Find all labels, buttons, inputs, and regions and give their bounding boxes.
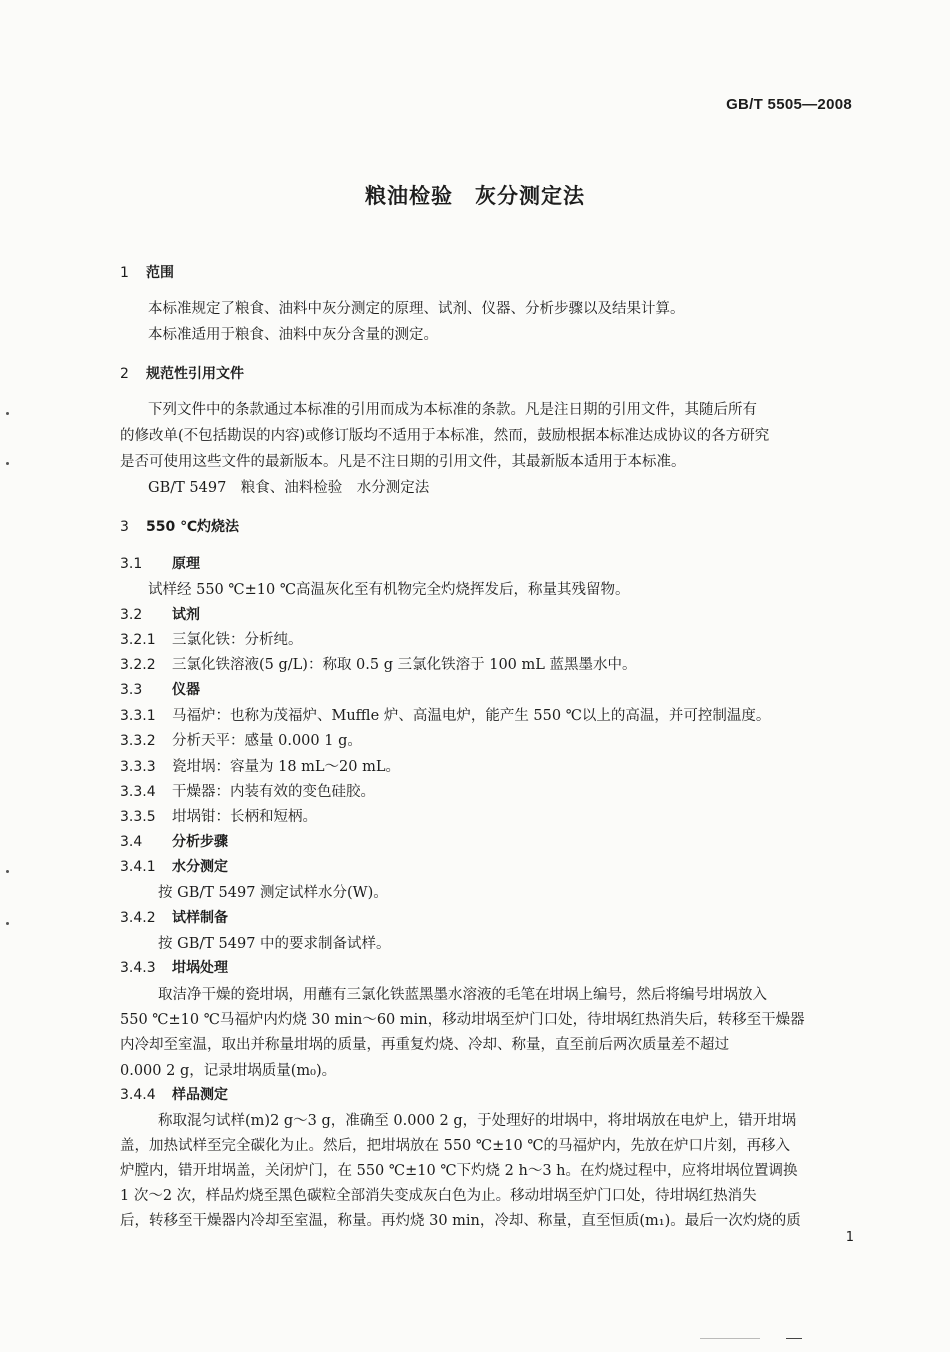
document-title: 粮油检验 灰分测定法: [365, 184, 585, 208]
section-3-4-1-text: 按 GB/T 5497 测定试样水分(W)。: [158, 885, 388, 901]
scan-speck: [6, 462, 9, 465]
section-3-3-1: 3.3.1 马福炉：也称为茂福炉、Muffle 炉、高温电炉，能产生 550 ℃以上的高温，并可控制温度。: [120, 708, 771, 724]
section-3-4-4-line-1: 称取混匀试样(m)2 g～3 g，准确至 0.000 2 g，于处理好的坩埚中，将坩埚放在电炉上，错开坩埚: [158, 1113, 797, 1129]
section-3-heading: 3 550 ℃灼烧法: [120, 519, 240, 535]
section-3-2-heading: 3.2 试剂: [120, 607, 200, 623]
scan-speck: [6, 412, 9, 415]
normative-reference: GB/T 5497 粮食、油料检验 水分测定法: [148, 480, 430, 496]
section-3-4-3-line-2: 550 ℃±10 ℃马福炉内灼烧 30 min～60 min，移动坩埚至炉门口处，待坩埚红热消失后，转移至干燥器: [120, 1012, 805, 1028]
section-3-2-2: 3.2.2 三氯化铁溶液(5 g/L)：称取 0.5 g 三氯化铁溶于 100 mL 蓝黑墨水中。: [120, 657, 637, 673]
section-3-4-4-line-2: 盖，加热试样至完全碳化为止。然后，把坩埚放在 550 ℃±10 ℃的马福炉内，先放在炉口片刻，再移入: [120, 1138, 791, 1154]
section-3-3-heading: 3.3 仪器: [120, 682, 200, 698]
section-3-2-1: 3.2.1 三氯化铁：分析纯。: [120, 632, 303, 648]
section-3-4-4-line-5: 后，转移至干燥器内冷却至室温，称量。再灼烧 30 min，冷却、称量，直至恒质(m₁)。最后一次灼烧的质: [120, 1213, 801, 1229]
section-2-heading: 2 规范性引用文件: [120, 366, 244, 382]
section-3-3-4: 3.3.4 干燥器：内装有效的变色硅胶。: [120, 784, 375, 800]
section-3-3-5: 3.3.5 坩埚钳：长柄和短柄。: [120, 809, 317, 825]
section-3-4-heading: 3.4 分析步骤: [120, 834, 228, 850]
section-3-4-3-heading: 3.4.3 坩埚处理: [120, 960, 228, 976]
section-2-line-1: 下列文件中的条款通过本标准的引用而成为本标准的条款。凡是注日期的引用文件，其随后所有: [148, 402, 757, 418]
section-3-3-2: 3.3.2 分析天平：感量 0.000 1 g。: [120, 733, 362, 749]
section-3-4-1-heading: 3.4.1 水分测定: [120, 859, 228, 875]
scan-speck: [6, 922, 9, 925]
section-3-4-2-heading: 3.4.2 试样制备: [120, 910, 228, 926]
section-3-4-4-heading: 3.4.4 样品测定: [120, 1087, 228, 1103]
standard-code: GB/T 5505—2008: [726, 96, 852, 113]
section-3-4-3-line-3: 内冷却至室温，取出并称量坩埚的质量，再重复灼烧、冷却、称量，直至前后两次质量差不超过: [120, 1037, 729, 1053]
scan-line: [700, 1338, 760, 1339]
section-3-1-text: 试样经 550 ℃±10 ℃高温灰化至有机物完全灼烧挥发后，称量其残留物。: [148, 582, 630, 598]
section-1-paragraph-2: 本标准适用于粮食、油料中灰分含量的测定。: [148, 327, 438, 343]
section-1-heading: 1 范围: [120, 265, 174, 281]
section-3-1-heading: 3.1 原理: [120, 556, 200, 572]
scan-speck: [6, 870, 9, 873]
section-3-4-4-line-3: 炉膛内，错开坩埚盖，关闭炉门，在 550 ℃±10 ℃下灼烧 2 h～3 h。在灼烧过程中，应将坩埚位置调换: [120, 1163, 798, 1179]
section-3-4-2-text: 按 GB/T 5497 中的要求制备试样。: [158, 936, 391, 952]
section-3-4-3-line-4: 0.000 2 g，记录坩埚质量(m₀)。: [120, 1063, 337, 1079]
section-2-line-3: 是否可使用这些文件的最新版本。凡是不注日期的引用文件，其最新版本适用于本标准。: [120, 454, 686, 470]
section-1-paragraph-1: 本标准规定了粮食、油料中灰分测定的原理、试剂、仪器、分析步骤以及结果计算。: [148, 301, 685, 317]
page-number: 1: [845, 1230, 854, 1245]
section-3-4-4-line-4: 1 次～2 次，样品灼烧至黑色碳粒全部消失变成灰白色为止。移动坩埚至炉门口处，待坩埚红热消失: [120, 1188, 757, 1204]
section-3-4-3-line-1: 取洁净干燥的瓷坩埚，用蘸有三氯化铁蓝黑墨水溶液的毛笔在坩埚上编号，然后将编号坩埚放入: [158, 987, 767, 1003]
section-2-line-2: 的修改单(不包括勘误的内容)或修订版均不适用于本标准，然而，鼓励根据本标准达成协议的各方研究: [120, 428, 770, 444]
section-3-3-3: 3.3.3 瓷坩埚：容量为 18 mL～20 mL。: [120, 759, 400, 775]
scan-line: [786, 1338, 802, 1339]
